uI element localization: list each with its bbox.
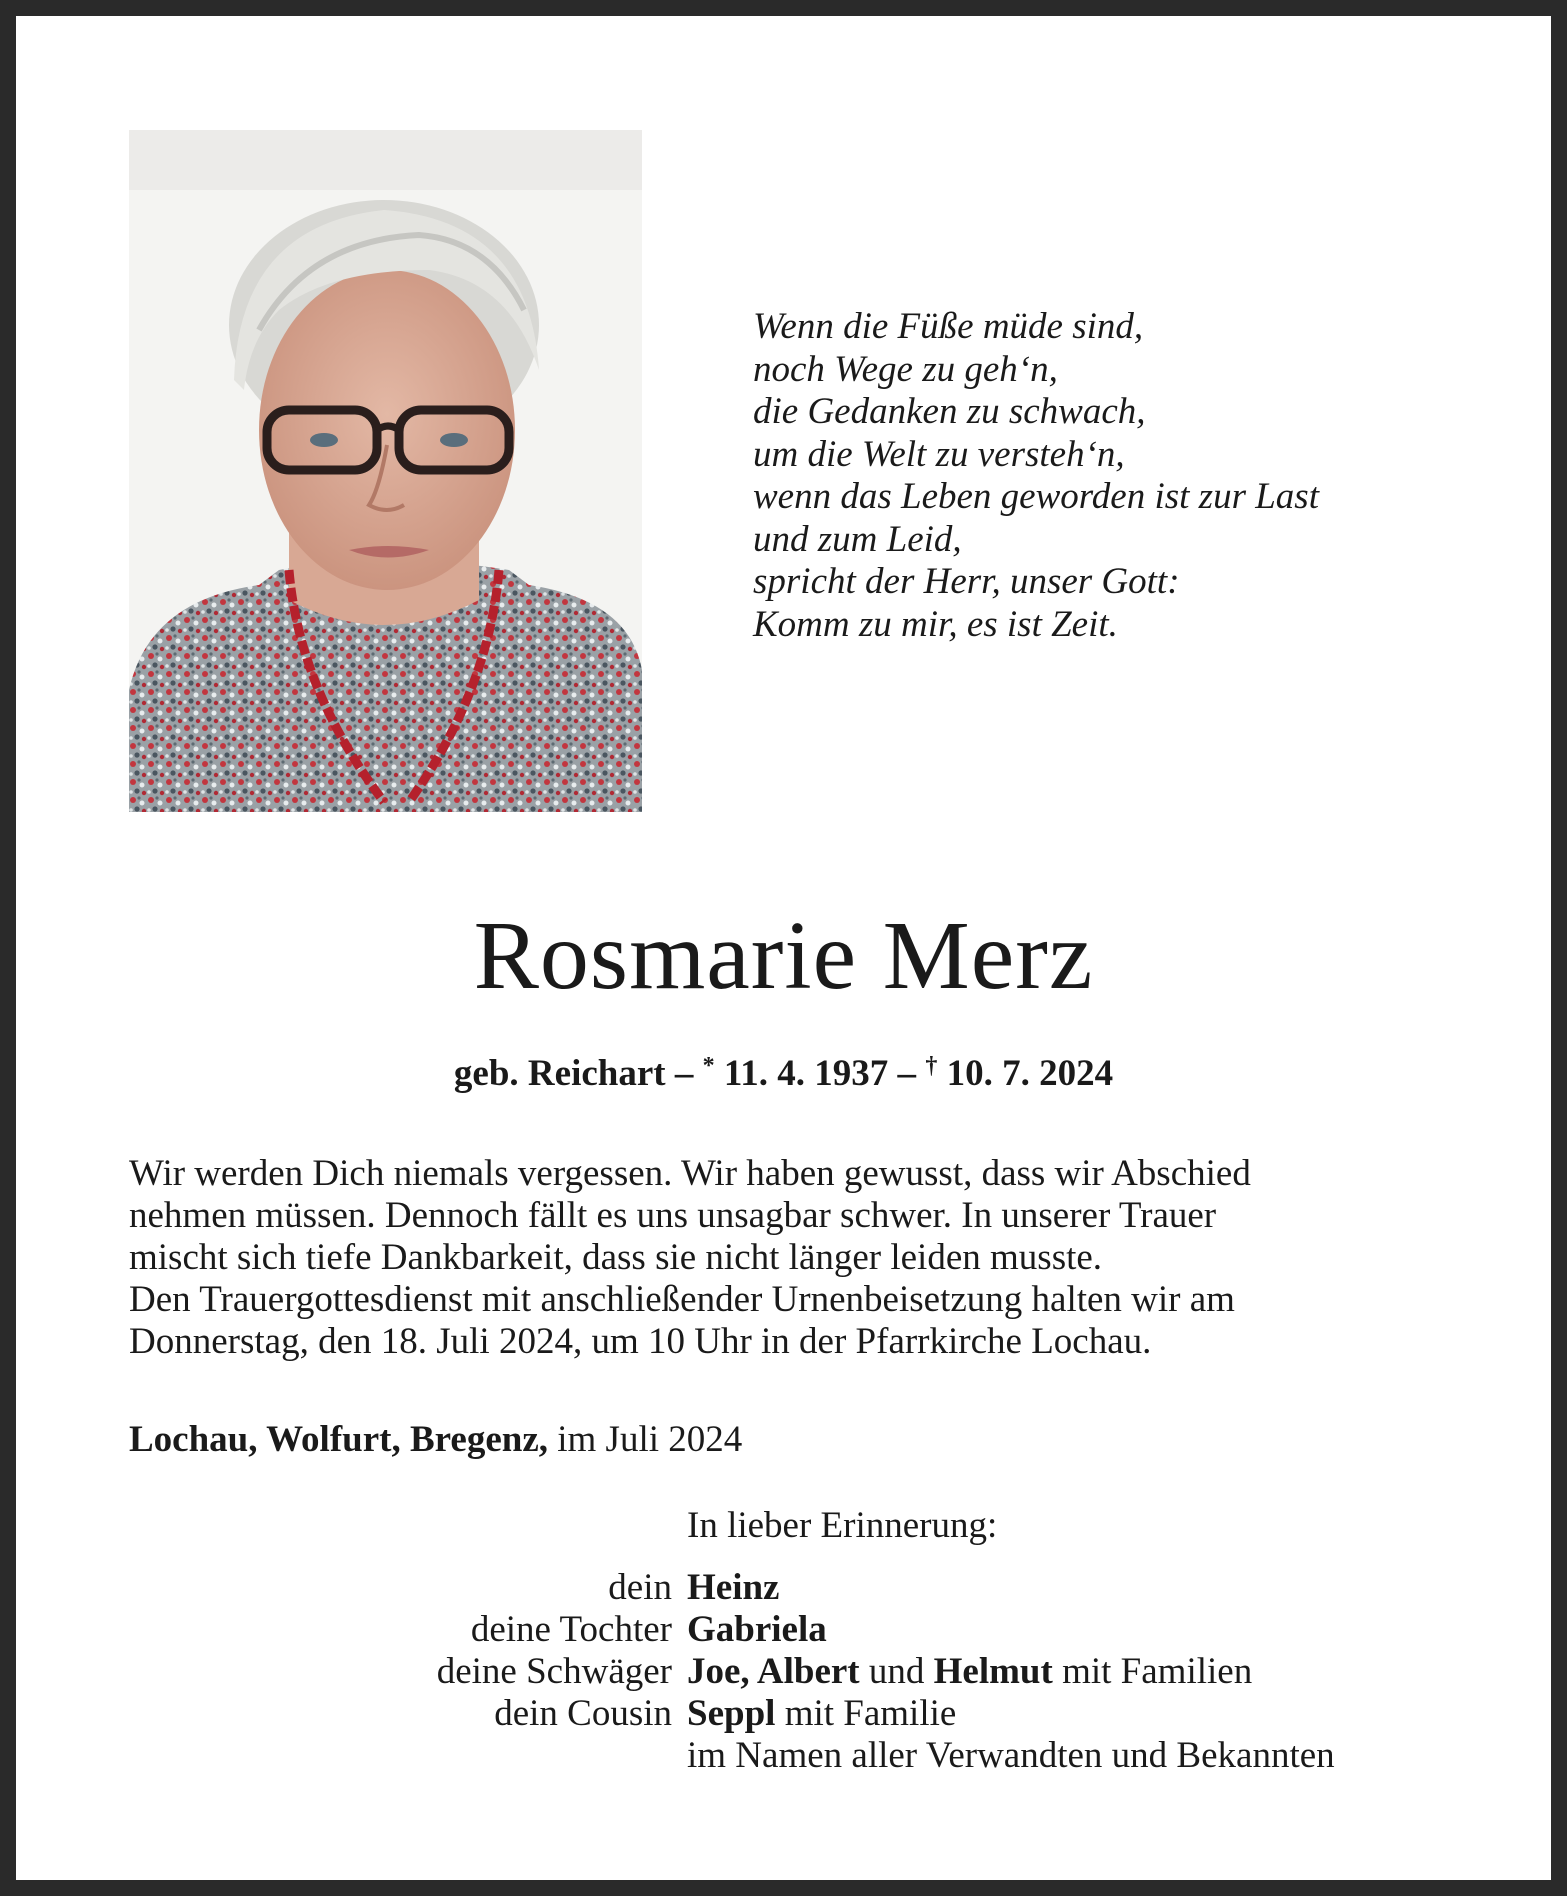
mourner-name: Helmut xyxy=(933,1651,1053,1692)
mourner-name: Heinz xyxy=(687,1567,780,1608)
birth-star-icon: * xyxy=(702,1053,715,1079)
obituary-message xyxy=(129,1153,1439,1363)
mourner-name: Gabriela xyxy=(687,1609,827,1650)
memory-title: In lieber Erinnerung: xyxy=(687,1505,998,1546)
message-line: nehmen müssen. Dennoch fällt es uns unsagbar schwer. In unserer Trauer xyxy=(129,1195,1217,1236)
mourner-row xyxy=(16,1609,1551,1651)
message-line: mischt sich tiefe Dankbarkeit, dass sie nicht länger leiden musste. xyxy=(129,1237,1103,1278)
deceased-name: Rosmarie Merz xyxy=(473,902,1094,1010)
poem-line: wenn das Leben geworden ist zur Last xyxy=(753,476,1319,517)
maiden-name: geb. Reichart – xyxy=(453,1053,694,1094)
poem-line: Komm zu mir, es ist Zeit. xyxy=(753,603,1118,645)
mourner-name: Seppl xyxy=(687,1693,776,1734)
place-date xyxy=(129,1418,742,1462)
poem-line: um die Welt zu versteh‘n, xyxy=(753,433,1125,475)
conjunction: und xyxy=(859,1651,934,1692)
relation: dein Cousin xyxy=(494,1693,672,1734)
mourners-list xyxy=(16,1567,1551,1777)
family-suffix: mit Familie xyxy=(775,1693,957,1734)
poem-line: noch Wege zu geh‘n, xyxy=(753,348,1058,390)
month-year: im Juli 2024 xyxy=(548,1419,743,1460)
message-line: Den Trauergottesdienst mit anschließender Urnenbeisetzung halten wir am xyxy=(129,1279,1235,1320)
poem xyxy=(753,306,1319,646)
mourner-name: Joe, Albert xyxy=(687,1651,860,1692)
mourner-row xyxy=(16,1567,1551,1609)
poem-line: die Gedanken zu schwach, xyxy=(753,391,1146,432)
family-suffix: mit Familien xyxy=(1052,1651,1253,1692)
mourner-row xyxy=(16,1735,1551,1777)
poem-line: spricht der Herr, unser Gott: xyxy=(753,561,1180,602)
portrait-photo xyxy=(129,130,642,812)
towns: Lochau, Wolfurt, Bregenz, xyxy=(129,1419,548,1460)
message-line: Wir werden Dich niemals vergessen. Wir haben gewusst, dass wir Abschied xyxy=(129,1153,1251,1194)
message-line: Donnerstag, den 18. Juli 2024, um 10 Uhr in der Pfarrkirche Lochau. xyxy=(129,1321,1152,1362)
relation: dein xyxy=(608,1567,672,1608)
mourner-row xyxy=(16,1651,1551,1693)
relation: deine Schwäger xyxy=(436,1651,672,1692)
poem-line: Wenn die Füße müde sind, xyxy=(753,306,1144,347)
portrait-illustration xyxy=(129,130,642,812)
death-cross-icon: † xyxy=(925,1053,938,1079)
life-dates xyxy=(16,1044,1551,1096)
mourner-row xyxy=(16,1693,1551,1735)
obituary-page xyxy=(16,16,1551,1880)
closing-line: im Namen aller Verwandten und Bekannten xyxy=(687,1735,1335,1776)
relation: deine Tochter xyxy=(470,1609,672,1650)
poem-line: und zum Leid, xyxy=(753,518,962,560)
birth-date: 11. 4. 1937 – xyxy=(723,1053,917,1094)
death-date: 10. 7. 2024 xyxy=(946,1053,1114,1094)
